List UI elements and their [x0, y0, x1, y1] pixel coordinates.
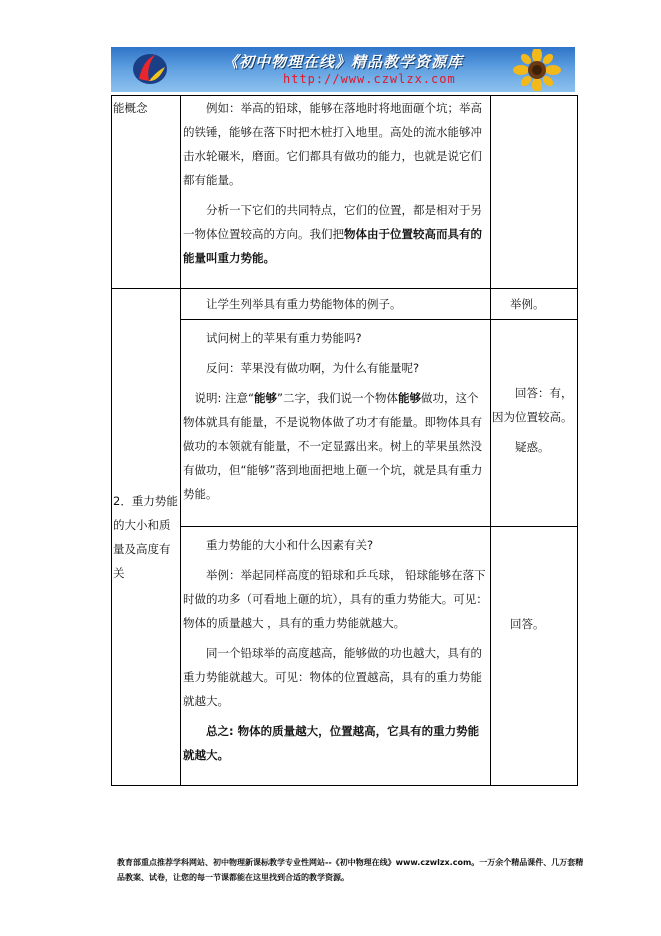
row-2-note-doubt: 疑惑。 — [515, 440, 550, 454]
site-title: 《初中物理在线》精品教学资源库 — [223, 53, 464, 71]
explanation-part-c: 做功，这个物体就具有能量，不是说物体做了功才有能量。即物体具有做功的本领就有能量，不一定显露出来。树上的苹果虽然没有做功，但“能够”落到地面把地上砸一个坑，就是具有重力势能。 — [183, 391, 483, 501]
sunflower-icon — [507, 49, 565, 91]
summary — [183, 719, 488, 767]
header-banner — [111, 47, 575, 92]
row-2-content — [183, 326, 488, 506]
explanation — [183, 386, 488, 506]
mass-example: 举例：举起同样高度的铅球和乒乓球， 铅球能够在落下时做的功多（可看地上砸的坑），具有的重力势能大。可见： 物体的质量越大 ，具有的重力势能就越大。 — [183, 568, 488, 630]
explanation-part-b: ”二字，我们说一个物体 — [277, 391, 398, 405]
apple-question: 试问树上的苹果有重力势能吗? — [206, 331, 362, 345]
row-3-content — [183, 533, 488, 767]
row-2-notes — [492, 381, 576, 459]
explanation-bold-2: 能够 — [397, 391, 421, 405]
row-3-note: 回答。 — [510, 617, 545, 631]
paragraph-example: 例如：举高的铅球，能够在落地时将地面砸个坑；举高的铁锤，能够在落下时把木桩打入地里。高处的流水能够冲击水轮碾米，磨面。它们都具有做功的能力，也就是说它们都有能量。 — [183, 101, 482, 187]
row-2-note-answer: 回答：有，因为位置较高。 — [492, 386, 573, 424]
page-footer: 教育部重点推荐学科网站、初中物理新课标教学专业性网站--《初中物理在线》www.czwlzx.com。一万余个精品课件、几万套精品教案、试卷，让您的每一节课都能在这里找到合适的教学资源。 — [117, 858, 584, 882]
counter-question: 反问：苹果没有做功啊，为什么有能量呢? — [206, 361, 420, 375]
summary-label: 总之: — [206, 724, 234, 738]
paragraph-definition — [183, 198, 488, 270]
factor-question: 重力势能的大小和什么因素有关? — [206, 538, 374, 552]
height-example: 同一个铅球举的高度越高，能够做的功也越大，具有的重力势能就越大。可见：物体的位置越高，具有的重力势能就越大。 — [183, 646, 482, 708]
definition-bold: 物体由于位置较高而具有的能量叫重力势能。 — [183, 227, 482, 265]
site-url: http://www.czwlzx.com — [283, 72, 456, 86]
explanation-bold-1: 能够 — [254, 391, 277, 405]
row-1-note: 举例。 — [510, 297, 545, 311]
section-1-label: 能概念 — [113, 101, 148, 115]
site-logo-icon — [131, 51, 169, 87]
explanation-part-a: 说明: 注意“ — [194, 391, 254, 405]
summary-text: 物体的质量越大，位置越高，它具有的重力势能就越大。 — [183, 724, 480, 762]
definition-intro: 分析一下它们的共同特点，它们的位置，都是相对于另一物体位置较高的方向。我们把 — [183, 203, 482, 241]
row-1-text: 让学生列举具有重力势能物体的例子。 — [206, 297, 402, 311]
section-2-label: 2．重力势能的大小和质量及高度有关 — [113, 494, 178, 580]
section-1-content — [183, 96, 488, 270]
